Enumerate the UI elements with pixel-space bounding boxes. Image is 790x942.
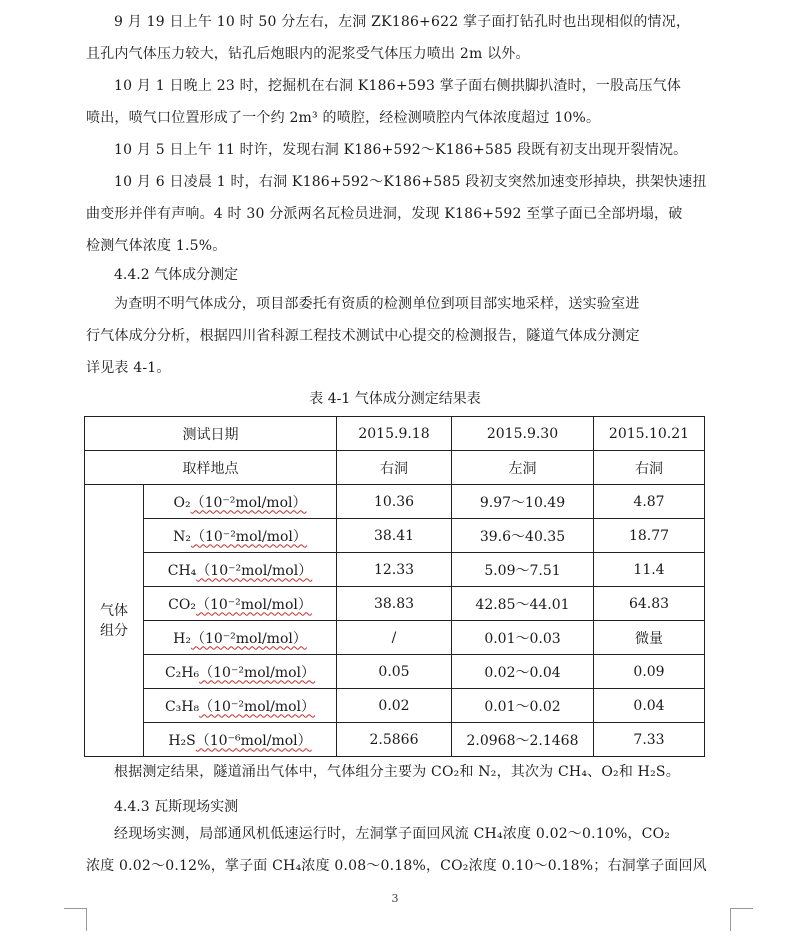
table-row — [85, 723, 705, 757]
formula: N₂ — [173, 528, 191, 545]
value-cell: 2.0968～2.1468 — [452, 723, 594, 757]
paragraph-4-4-3 — [86, 818, 716, 882]
value-cell: 0.09 — [594, 655, 705, 689]
table-row — [85, 417, 705, 451]
location-cell: 右洞 — [337, 451, 452, 485]
value-cell: 42.85～44.01 — [452, 587, 594, 621]
unit: （10⁻⁶mol/mol） — [195, 732, 312, 749]
paragraph-line: 根据测定结果，隧道涌出气体中，气体组分主要为 CO₂和 N₂，其次为 CH₄、O₂和 H₂S。 — [114, 764, 680, 780]
section-heading-4-4-3: 4.4.3 瓦斯现场实测 — [114, 799, 239, 815]
table-row — [85, 655, 705, 689]
formula: CH₄ — [167, 562, 197, 579]
value-cell: 12.33 — [337, 553, 452, 587]
group-label-line: 气体 — [100, 602, 128, 619]
component-cell — [144, 587, 337, 621]
unit: （10⁻²mol/mol） — [190, 528, 307, 545]
gas-composition-table — [84, 416, 705, 757]
value-cell: 18.77 — [594, 519, 705, 553]
table-row — [85, 587, 705, 621]
value-cell: 0.02～0.04 — [452, 655, 594, 689]
date-cell: 2015.9.18 — [337, 417, 452, 451]
value-cell: / — [337, 621, 452, 655]
value-cell: 64.83 — [594, 587, 705, 621]
paragraph-line: 10 月 5 日上午 11 时许，发现右洞 K186+592～K186+585 段既有初支出现开裂情况。 — [114, 142, 688, 158]
top-paragraphs — [86, 6, 716, 262]
page-number: 3 — [391, 892, 399, 905]
value-cell: 5.09～7.51 — [452, 553, 594, 587]
unit: （10⁻²mol/mol） — [190, 494, 307, 511]
paragraph-line: 详见表 4-1。 — [86, 360, 171, 376]
value-cell: 39.6～40.35 — [452, 519, 594, 553]
unit: （10⁻²mol/mol） — [199, 698, 316, 715]
group-label-cell — [85, 485, 144, 757]
component-cell — [144, 689, 337, 723]
table-row — [85, 485, 705, 519]
component-cell — [144, 553, 337, 587]
value-cell: 9.97～10.49 — [452, 485, 594, 519]
section-heading-4-4-2: 4.4.2 气体成分测定 — [114, 267, 239, 283]
value-cell: 38.83 — [337, 587, 452, 621]
paragraph-line: 为查明不明气体成分，项目部委托有资质的检测单位到项目部实地采样，送实验室进 — [114, 296, 640, 312]
unit: （10⁻²mol/mol） — [190, 630, 307, 647]
value-cell: 0.04 — [594, 689, 705, 723]
value-cell: 10.36 — [337, 485, 452, 519]
value-cell: 38.41 — [337, 519, 452, 553]
formula: CO₂ — [168, 596, 196, 613]
table-row — [85, 451, 705, 485]
date-cell: 2015.10.21 — [594, 417, 705, 451]
date-cell: 2015.9.30 — [452, 417, 594, 451]
paragraph-line: 10 月 6 日凌晨 1 时，右洞 K186+592～K186+585 段初支突然加速变形掉块，拱架快速扭 — [114, 174, 707, 190]
value-cell: 0.01～0.02 — [452, 689, 594, 723]
table-caption: 表 4-1 气体成分测定结果表 — [309, 391, 481, 407]
component-cell — [144, 723, 337, 757]
value-cell: 4.87 — [594, 485, 705, 519]
formula: C₃H₈ — [164, 698, 200, 715]
location-cell: 左洞 — [452, 451, 594, 485]
unit: （10⁻²mol/mol） — [195, 596, 312, 613]
formula: C₂H₆ — [164, 664, 200, 681]
group-label-line: 组分 — [100, 622, 128, 639]
paragraph-line: 喷出，喷气口位置形成了一个约 2m³ 的喷腔，经检测喷腔内气体浓度超过 10%。 — [86, 110, 601, 126]
value-cell: 11.4 — [594, 553, 705, 587]
table-row — [85, 553, 705, 587]
unit: （10⁻²mol/mol） — [196, 562, 313, 579]
value-cell: 2.5866 — [337, 723, 452, 757]
formula: O₂ — [173, 494, 191, 511]
unit: （10⁻²mol/mol） — [199, 664, 316, 681]
paragraph-line: 浓度 0.02～0.12%，掌子面 CH₄浓度 0.08～0.18%，CO₂浓度 0.10～0.18%；右洞掌子面回风 — [86, 858, 707, 874]
component-cell — [144, 519, 337, 553]
corner-mark — [64, 908, 87, 931]
component-cell — [144, 485, 337, 519]
value-cell: 7.33 — [594, 723, 705, 757]
header-label-cell: 测试日期 — [85, 417, 337, 451]
paragraph-line: 曲变形并伴有声响。4 时 30 分派两名瓦检员进洞，发现 K186+592 至掌子面已全部坍塌，破 — [86, 206, 683, 222]
paragraph-after-table — [86, 756, 716, 788]
paragraph-line: 10 月 1 日晚上 23 时，挖掘机在右洞 K186+593 掌子面右侧拱脚扒渣时，一股高压气体 — [114, 78, 682, 94]
value-cell: 微量 — [594, 621, 705, 655]
value-cell: 0.02 — [337, 689, 452, 723]
table-row — [85, 621, 705, 655]
paragraph-4-4-2 — [86, 288, 716, 384]
component-cell — [144, 621, 337, 655]
paragraph-line: 且孔内气体压力较大，钻孔后炮眼内的泥浆受气体压力喷出 2m 以外。 — [86, 46, 530, 62]
location-cell: 右洞 — [594, 451, 705, 485]
paragraph-line: 经现场实测，局部通风机低速运行时，左洞掌子面回风流 CH₄浓度 0.02～0.10%，CO₂ — [114, 826, 671, 842]
formula: H₂ — [173, 630, 191, 647]
location-label-cell: 取样地点 — [85, 451, 337, 485]
paragraph-line: 9 月 19 日上午 10 时 50 分左右，左洞 ZK186+622 掌子面打钻孔时也出现相似的情况， — [114, 14, 691, 30]
component-cell — [144, 655, 337, 689]
table-row — [85, 519, 705, 553]
formula: H₂S — [168, 732, 196, 749]
corner-mark — [730, 908, 753, 931]
paragraph-line: 检测气体浓度 1.5%。 — [86, 238, 227, 254]
table-row — [85, 689, 705, 723]
value-cell: 0.05 — [337, 655, 452, 689]
paragraph-line: 行气体成分分析，根据四川省科源工程技术测试中心提交的检测报告，隧道气体成分测定 — [86, 328, 640, 344]
value-cell: 0.01～0.03 — [452, 621, 594, 655]
